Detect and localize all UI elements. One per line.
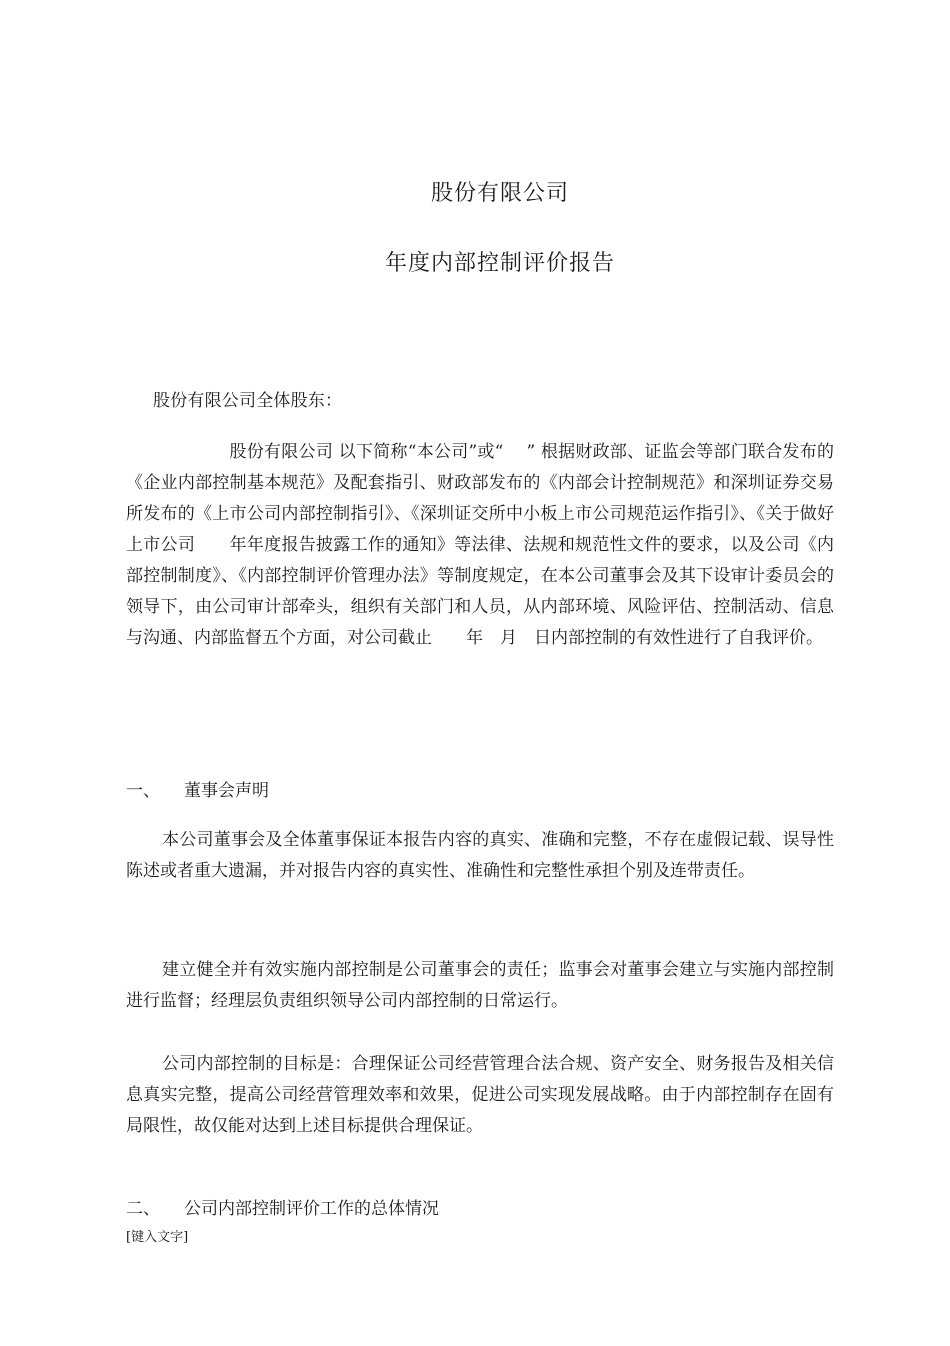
footer-placeholder: [键入文字] <box>126 1230 189 1245</box>
section-1-paragraph-1: 本公司董事会及全体董事保证本报告内容的真实、准确和完整，不存在虚假记载、误导性陈述或者重大遗漏，并对报告内容的真实性、准确性和完整性承担个别及连带责任。 <box>126 830 834 881</box>
section-2-title: 公司内部控制评价工作的总体情况 <box>184 1199 439 1219</box>
company-title: 股份有限公司 <box>430 181 569 206</box>
section-1-heading <box>126 776 269 801</box>
intro-paragraph: 股份有限公司 以下简称“本公司”或“ ” 根据财政部、证监会等部门联合发布的《企业内部控制基本规范》及配套指引、财政部发布的《内部会计控制规范》和深圳证券交易所发布的《上市公司内部控制指引》、《深圳证交所中小板上市公司规范运作指引》、《关于做好上市公司 年年度报告披露工作的通知》等法律、法规和规范性文件的要求，以及公司《内部控制制度》、《内部控制评价管理办法》等制度规定，在本公司董事会及其下设审计委员会的领导下，由公司审计部牵头，组织有关部门和人员，从内部环境、风险评估、控制活动、信息与沟通、内部监督五个方面，对公司截止 年 月 日内部控制的有效性进行了自我评价。 <box>126 442 834 648</box>
report-title: 年度内部控制评价报告 <box>384 251 615 276</box>
section-1-paragraph-3: 公司内部控制的目标是：合理保证公司经营管理合法合规、资产安全、财务报告及相关信息真实完整，提高公司经营管理效率和效果，促进公司实现发展战略。由于内部控制存在固有局限性，故仅能对达到上述目标提供合理保证。 <box>126 1054 834 1136</box>
section-1-number: 一、 <box>126 781 160 801</box>
section-1-paragraph-2: 建立健全并有效实施内部控制是公司董事会的责任；监事会对董事会建立与实施内部控制进行监督；经理层负责组织领导公司内部控制的日常运行。 <box>126 960 834 1011</box>
section-2-number: 二、 <box>126 1199 160 1219</box>
section-1-title: 董事会声明 <box>184 781 269 801</box>
section-2-heading <box>126 1194 439 1219</box>
salutation: 股份有限公司全体股东： <box>153 391 343 411</box>
